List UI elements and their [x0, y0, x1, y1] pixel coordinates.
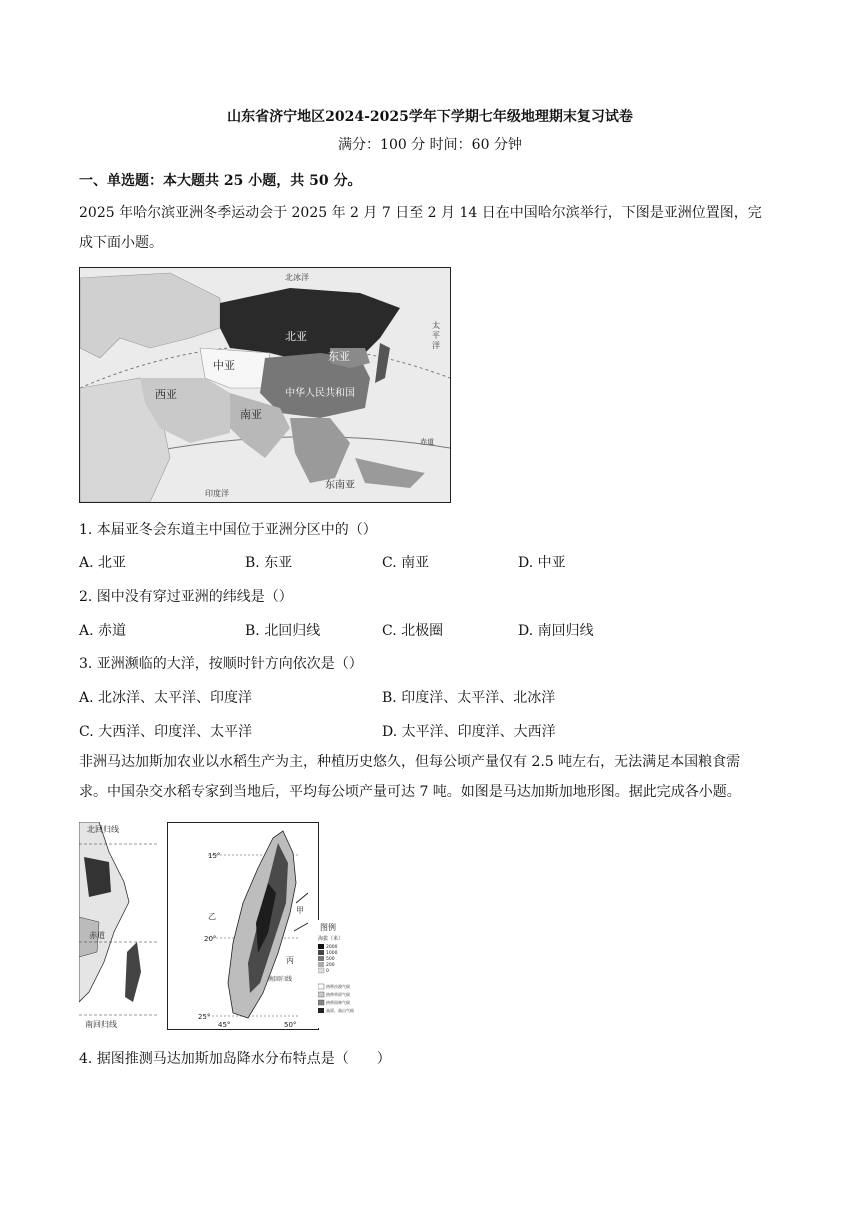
- main-tropic-south-label: 南回归线: [268, 976, 293, 983]
- north-asia-label: 北亚: [285, 330, 307, 343]
- label-bing: 丙: [286, 956, 294, 965]
- legend-elev-value: 1000: [326, 951, 338, 956]
- legend-climate: 热带草原气候: [326, 992, 350, 997]
- section-heading: 一、单选题：本大题共 25 小题，共 50 分。: [79, 173, 362, 189]
- legend-svg: [318, 920, 354, 1028]
- inset-tropic-north-label: 北回归线: [87, 825, 119, 834]
- intro-line: 成下面小题。: [79, 235, 163, 251]
- exam-title: 山东省济宁地区2024-2025学年下学期七年级地理期末复习试卷: [227, 109, 633, 125]
- equator-label: 赤道: [420, 438, 434, 446]
- inset-tropic-south-label: 南回归线: [85, 1020, 117, 1029]
- question-1-option-c[interactable]: C. 南亚: [382, 555, 430, 571]
- west-asia-label: 西亚: [155, 388, 177, 401]
- lat-25-label: 25°: [198, 1013, 211, 1021]
- asia-map: [80, 268, 450, 502]
- legend-climate: 热带雨林气候: [326, 1000, 350, 1005]
- question-2-option-c[interactable]: C. 北极圈: [382, 623, 444, 639]
- pacific-label-char: 太: [432, 321, 440, 330]
- question-3-option-b[interactable]: B. 印度洋、太平洋、北冰洋: [382, 690, 556, 706]
- legend-climate: 高原、高山气候: [326, 1008, 354, 1013]
- indian-ocean-label: 印度洋: [205, 489, 229, 498]
- legend-elevation-title: 海拔（米）: [318, 936, 344, 942]
- main-map-svg: [168, 823, 318, 1029]
- madagascar-inset-map: [79, 822, 159, 1030]
- question-4-stem: 4. 据图推测马达加斯加岛降水分布特点是（ ）: [79, 1051, 391, 1067]
- lon-50-label: 50°: [284, 1021, 297, 1029]
- legend-title: 图例: [320, 923, 336, 932]
- arctic-ocean-label: 北冰洋: [285, 273, 309, 282]
- lon-45-label: 45°: [218, 1021, 231, 1029]
- asia-map-figure: [79, 267, 451, 503]
- question-2-option-a[interactable]: A. 赤道: [79, 623, 127, 639]
- question-3-option-c[interactable]: C. 大西洋、印度洋、太平洋: [79, 724, 253, 740]
- question-3-option-d[interactable]: D. 太平洋、印度洋、大西洋: [382, 724, 556, 740]
- question-2-option-d[interactable]: D. 南回归线: [518, 623, 594, 639]
- exam-subtitle: 满分：100 分 时间：60 分钟: [338, 137, 522, 153]
- south-asia-label: 南亚: [240, 408, 262, 421]
- lat-20-label: 20°: [204, 935, 217, 943]
- intro-line: 非洲马达加斯加农业以水稻生产为主，种植历史悠久，但每公顷产量仅有 2.5 吨左右，无法满足本国粮食需: [79, 754, 741, 770]
- question-1-option-d[interactable]: D. 中亚: [518, 555, 566, 571]
- inset-equator-label: 赤道: [89, 931, 105, 940]
- intro-line: 求。中国杂交水稻专家到当地后，平均每公顷产量可达 7 吨。如图是马达加斯加地形图。据此完成各小题。: [79, 784, 741, 800]
- legend-elev-value: 500: [326, 957, 335, 962]
- question-1-option-b[interactable]: B. 东亚: [245, 555, 293, 571]
- question-2-stem: 2. 图中没有穿过亚洲的纬线是（）: [79, 589, 293, 605]
- question-3-stem: 3. 亚洲濒临的大洋，按顺时针方向依次是（）: [79, 656, 363, 672]
- question-1-option-a[interactable]: A. 北亚: [79, 555, 127, 571]
- pacific-label-char: 平: [432, 331, 440, 340]
- china-label: 中华人民共和国: [285, 388, 355, 399]
- east-asia-label: 东亚: [328, 350, 350, 363]
- map-legend: [318, 920, 354, 1028]
- central-asia-label: 中亚: [213, 359, 235, 372]
- question-1-stem: 1. 本届亚冬会东道主中国位于亚洲分区中的（）: [79, 522, 377, 538]
- lat-15-label: 15°: [208, 852, 221, 860]
- legend-elev-value: 0: [326, 969, 329, 974]
- intro-paragraph-2: [79, 747, 784, 807]
- inset-map-svg: [79, 822, 159, 1030]
- question-3-option-a[interactable]: A. 北冰洋、太平洋、印度洋: [79, 690, 253, 706]
- legend-elev-value: 200: [326, 963, 335, 968]
- pacific-label-char: 洋: [432, 341, 440, 350]
- label-jia: 甲: [296, 906, 304, 915]
- legend-climate: 热带沙漠气候: [326, 984, 350, 989]
- label-yi: 乙: [208, 912, 216, 921]
- question-2-option-b[interactable]: B. 北回归线: [245, 623, 321, 639]
- madagascar-main-map: [167, 822, 319, 1030]
- legend-elev-value: 2000: [326, 945, 338, 950]
- intro-paragraph-1: [79, 198, 784, 258]
- intro-line: 2025 年哈尔滨亚洲冬季运动会于 2025 年 2 月 7 日至 2 月 14 日在中国哈尔滨举行，下图是亚洲位置图，完: [79, 205, 762, 221]
- southeast-asia-label: 东南亚: [325, 480, 355, 491]
